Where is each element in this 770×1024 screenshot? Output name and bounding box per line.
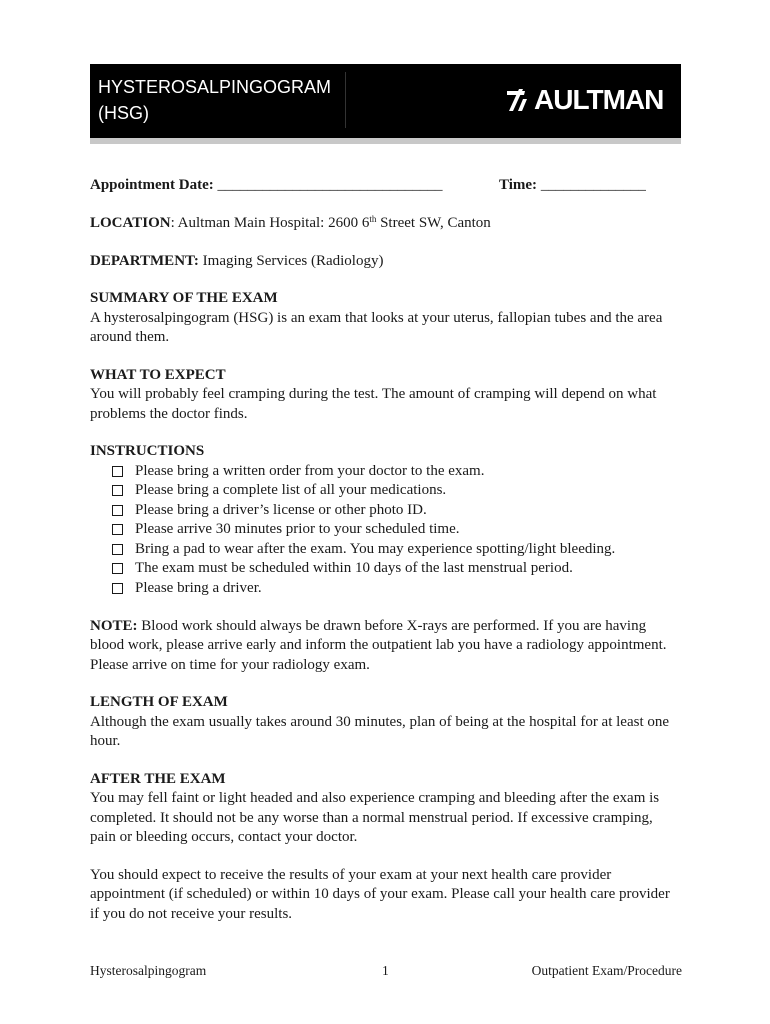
appointment-date-label: Appointment Date: bbox=[90, 177, 214, 193]
page-number: 1 bbox=[382, 963, 389, 978]
checklist-item-text: Please bring a driver. bbox=[135, 580, 262, 597]
header-banner bbox=[90, 64, 681, 138]
header-divider bbox=[345, 72, 346, 128]
checklist-item-text: Please bring a complete list of all your medications. bbox=[135, 482, 447, 499]
appointment-time-label: Time: bbox=[499, 177, 538, 193]
appointment-date bbox=[90, 176, 443, 196]
appointment-row bbox=[90, 176, 680, 196]
results-section bbox=[90, 866, 680, 925]
location-ordinal: th bbox=[369, 214, 377, 224]
checkbox-icon[interactable] bbox=[112, 485, 123, 496]
department-line bbox=[90, 252, 680, 272]
checklist-item bbox=[112, 540, 680, 560]
aultman-logo-icon bbox=[506, 87, 532, 113]
results-text: You should expect to receive the results of your exam at your next health care provider appointment (if scheduled) or within 10 days of your exam. Please call your health care provider if you do not receive your results. bbox=[90, 866, 670, 922]
logo-text: AULTMAN bbox=[534, 84, 664, 115]
checklist-item bbox=[112, 462, 680, 482]
footer-doc-name: Hysterosalpingogram bbox=[90, 963, 207, 978]
appointment-time bbox=[499, 176, 646, 196]
location-label: LOCATION bbox=[90, 215, 171, 231]
appointment-time-blank: ______________ bbox=[540, 177, 646, 193]
length-section bbox=[90, 693, 680, 752]
checklist-item-text: Please bring a written order from your doctor to the exam. bbox=[135, 462, 485, 479]
instructions-checklist bbox=[90, 462, 680, 599]
note-text-block bbox=[90, 617, 680, 676]
after-section bbox=[90, 770, 680, 848]
summary-text: A hysterosalpingogram (HSG) is an exam that looks at your uterus, fallopian tubes and the area around them. bbox=[90, 309, 663, 345]
length-heading: LENGTH OF EXAM bbox=[90, 694, 228, 711]
expect-heading: WHAT TO EXPECT bbox=[90, 366, 226, 383]
summary-section bbox=[90, 289, 680, 348]
checkbox-icon[interactable] bbox=[112, 544, 123, 555]
location-text: : Aultman Main Hospital: 2600 6 bbox=[170, 215, 370, 231]
after-text: You may fell faint or light headed and also experience cramping and bleeding after the exam is completed. It should not be any worse than a normal menstrual period. If excessive cramping, pain or bleeding occurs, contact your doctor. bbox=[90, 790, 660, 846]
checklist-item-text: Bring a pad to wear after the exam. You may experience spotting/light bleeding. bbox=[135, 540, 616, 557]
page-footer bbox=[90, 963, 682, 979]
checkbox-icon[interactable] bbox=[112, 505, 123, 516]
aultman-logo bbox=[506, 86, 663, 114]
department-label: DEPARTMENT: bbox=[90, 252, 199, 269]
location-line bbox=[90, 214, 680, 234]
expect-text: You will probably feel cramping during the test. The amount of cramping will depend on what problems the doctor finds. bbox=[90, 386, 657, 422]
summary-heading: SUMMARY OF THE EXAM bbox=[90, 290, 278, 306]
length-text: Although the exam usually takes around 30 minutes, plan of being at the hospital for at least one hour. bbox=[90, 713, 670, 750]
checkbox-icon[interactable] bbox=[112, 524, 123, 535]
document-title: HYSTEROSALPINGOGRAM (HSG) bbox=[98, 77, 332, 123]
checklist-item bbox=[112, 481, 680, 501]
checklist-item-text: Please arrive 30 minutes prior to your scheduled time. bbox=[135, 521, 460, 538]
footer-category: Outpatient Exam/Procedure bbox=[531, 963, 682, 978]
department-text: Imaging Services (Radiology) bbox=[198, 252, 384, 269]
checkbox-icon[interactable] bbox=[112, 563, 123, 574]
header-shadow bbox=[90, 138, 681, 144]
instructions-section bbox=[90, 442, 680, 599]
instructions-heading: INSTRUCTIONS bbox=[90, 443, 205, 459]
checklist-item-text: Please bring a driver’s license or other photo ID. bbox=[135, 501, 427, 518]
checklist-item-text: The exam must be scheduled within 10 days of the last menstrual period. bbox=[135, 560, 573, 577]
checkbox-icon[interactable] bbox=[112, 583, 123, 594]
appointment-date-blank: ______________________________ bbox=[217, 177, 443, 193]
location-text-end: Street SW, Canton bbox=[376, 215, 491, 231]
checklist-item bbox=[112, 579, 680, 599]
expect-section bbox=[90, 366, 680, 425]
note-section bbox=[90, 617, 680, 676]
checklist-item bbox=[112, 559, 680, 579]
after-heading: AFTER THE EXAM bbox=[90, 770, 226, 787]
checkbox-icon[interactable] bbox=[112, 466, 123, 477]
checklist-item bbox=[112, 520, 680, 540]
note-text: Blood work should always be drawn before X-rays are performed. If you are having blood work, please arrive early and inform the outpatient lab you have a radiology appointment. Please arrive on time for your radiology exam. bbox=[90, 617, 667, 673]
document-body bbox=[90, 176, 680, 924]
checklist-item bbox=[112, 501, 680, 521]
note-label: NOTE: bbox=[90, 617, 138, 634]
